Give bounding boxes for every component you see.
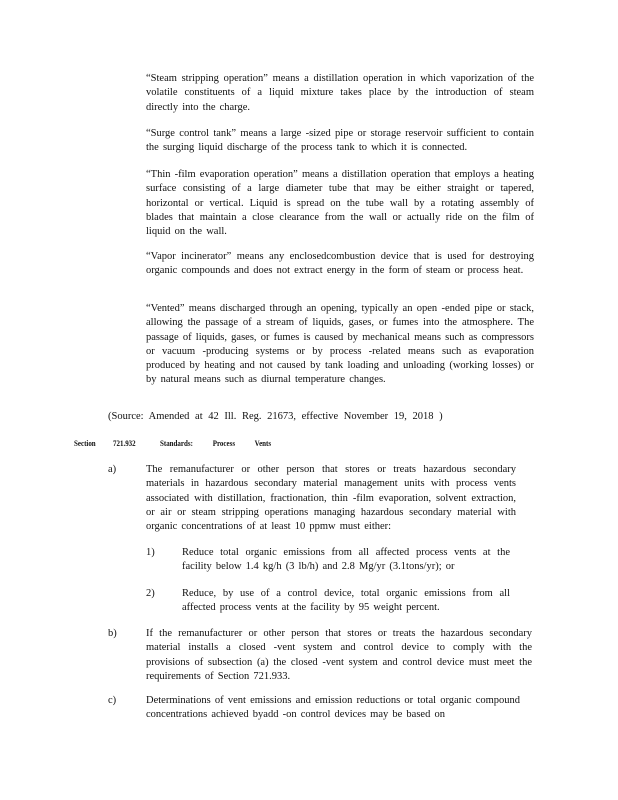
section-title: Standards: Process Vents: [160, 438, 272, 448]
section-number: 721.932: [113, 438, 136, 448]
subsection-a-1-marker: 1): [146, 547, 155, 558]
subsection-b-marker: b): [108, 628, 117, 639]
definition-vented: “Vented” means discharged through an opening, typically an open -ended pipe or stack, allowing the passage of a stream of liquids, gases, or fumes into the atmosphere. The passage of liquids, gases, or fumes is caused by mechanical means such as compressors or vacuum -producing systems or by process -related means such as evaporation produced by heating and not caused by tank loading and unloading (working losses) or by natural means such as diurnal temperature changes.: [146, 303, 534, 386]
subsection-a-2-marker: 2): [146, 588, 155, 599]
definition-surge-control-tank: “Surge control tank” means a large -sized pipe or storage reservoir sufficient to contain the surging liquid discharge of the process tank to which it is connected.: [146, 128, 534, 154]
definition-thin-film-evaporation-operation: “Thin -film evaporation operation” means a distillation operation that employs a heating surface consisting of a large diameter tube that may be either straight or tapered, horizontal or vertical. Liquid is spread on the tube wall by a rotating assembly of blades that maintain a close clearance from the wall or actually ride on the film of liquid on the wall.: [146, 169, 534, 238]
subsection-c-text: Determinations of vent emissions and emission reductions or total organic compound concentrations achieved byadd -on control devices may be based on: [146, 695, 520, 721]
subsection-a-2-text: Reduce, by use of a control device, total organic emissions from all affected process vents at the facility by 95 weight percent.: [182, 588, 510, 614]
subsection-b-text: If the remanufacturer or other person that stores or treats the hazardous secondary material installs a closed -vent system and control device to comply with the provisions of subsection (a) the closed -vent system and control device must meet the requirements of Section 721.933.: [146, 628, 532, 682]
source-note: (Source: Amended at 42 Ill. Reg. 21673, effective November 19, 2018 ): [108, 411, 443, 422]
section-label: Section: [74, 438, 96, 448]
subsection-c-marker: c): [108, 695, 117, 706]
subsection-a-1-text: Reduce total organic emissions from all affected process vents at the facility below 1.4 kg/h (3 lb/h) and 2.8 Mg/yr (3.1tons/yr); or: [182, 547, 510, 573]
definition-steam-stripping-operation: “Steam stripping operation” means a distillation operation in which vaporization of the volatile constituents of a liquid mixture takes place by the introduction of steam directly into the charge.: [146, 73, 534, 113]
definition-vapor-incinerator: “Vapor incinerator” means any enclosedcombustion device that is used for destroying organic compounds and does not extract energy in the form of steam or process heat.: [146, 251, 534, 277]
subsection-a-marker: a): [108, 464, 117, 475]
subsection-a-text: The remanufacturer or other person that stores or treats hazardous secondary materials in hazardous secondary material management units with process vents associated with distillation, fractionation, thin -film evaporation, solvent extraction, or air or steam stripping operations managing hazardous secondary material with organic concentrations of at least 10 ppmw must either:: [146, 464, 516, 533]
